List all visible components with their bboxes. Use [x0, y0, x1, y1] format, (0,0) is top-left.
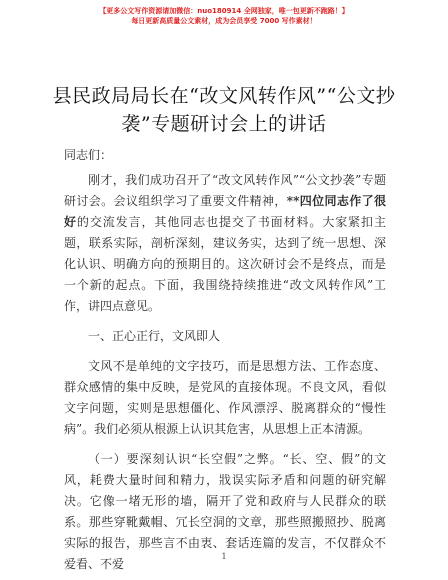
promo-banner	[0, 6, 448, 26]
paragraph-intro-text-1: 刚才，我们成功召开了“改文风转作风”“公文抄袭”专题研讨会。会议组织学习了重要文件精神，	[64, 173, 386, 208]
paragraph-intro-bold: **四位同志作了很好	[64, 194, 386, 229]
paragraph-intro	[64, 170, 386, 317]
document-body	[64, 145, 386, 575]
document-title: 县民政局局长在“改文风转作风”“公文抄袭”专题研讨会上的讲话	[52, 85, 396, 135]
section-heading-1: 一、正心正行，文风即人	[88, 329, 221, 343]
greeting: 同志们：	[64, 148, 113, 162]
paragraph-3: （一）要深刻认识“长空假”之弊。“长、空、假”的文风，耗费大量时间和精力，戕误实际矛盾和问题的研究解决。它像一堵无形的墙，隔开了党和政府与人民群众的联系。那些穿靴戴帽、冗长空洞的文章，那些照搬照抄、脱离实际的报告，那些言不由衷、套话连篇的发言，不仅群众不爱看、不爱	[64, 452, 386, 571]
paragraph-intro-text-2: 的交流发言，其他同志也提交了书面材料。大家紧扣主题，联系实际，剖析深刻，建议务实，达到了统一思想、深化认识、明确方向的预期目的。这次研讨会不是终点，而是一个新的起点。下面，我围绕持续推进“改文风转作风”工作，讲四点意见。	[64, 215, 386, 313]
paragraph-2: 文风不是单纯的文字技巧，而是思想方法、工作态度、群众感情的集中反映，是党风的直接体现。不良文风，看似文字问题，实则是思想僵化、作风漂浮、脱离群众的“慢性病”。我们必须从根源上认识其危害，从思想上正本清源。	[64, 359, 386, 436]
promo-banner-line-2: 每日更新高质量公文素材，成为会员享受 7000 写作素材！	[131, 17, 317, 25]
promo-banner-line-1: 【更多公文写作资源请加微信：nuo180914 全网独家，唯一包更新不跑路！】	[99, 7, 349, 15]
page-number: 1	[221, 552, 227, 561]
